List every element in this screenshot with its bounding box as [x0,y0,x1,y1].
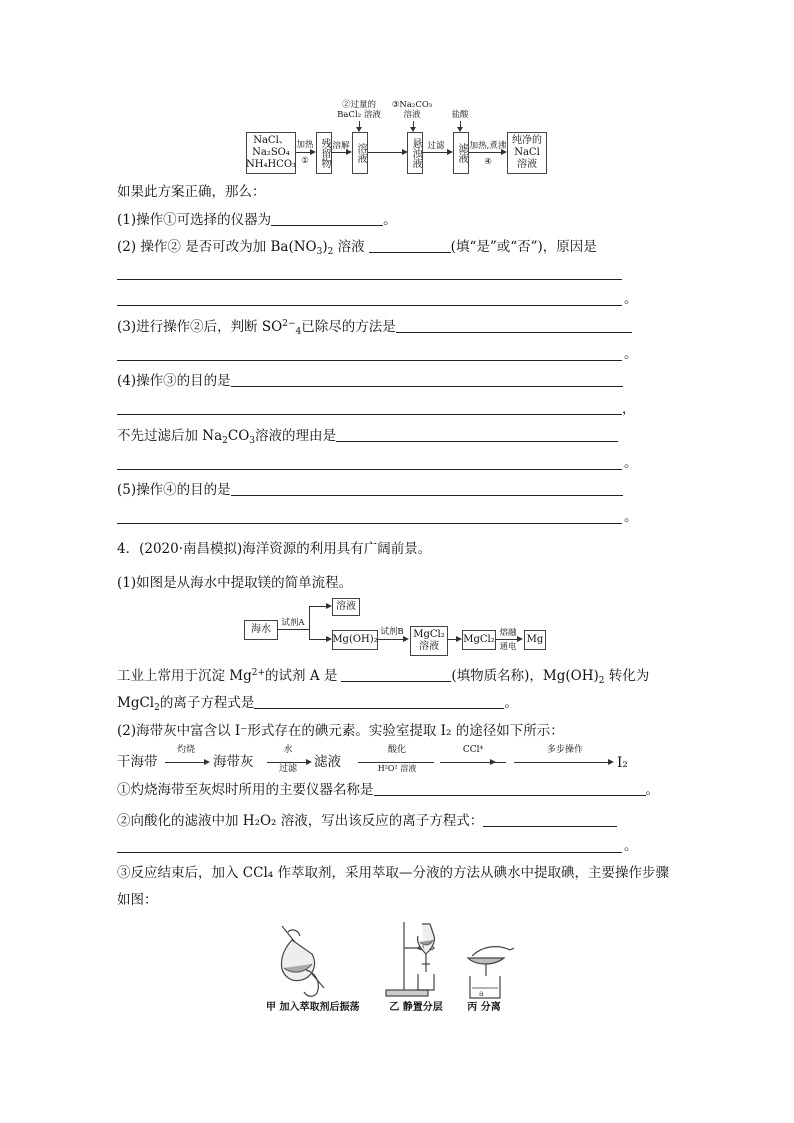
q3-part1-end: 。 [383,212,397,228]
comma-4: ， [622,401,636,417]
seawater-box: 海水 [244,620,278,640]
q4-part1-question: 工业上常用于沉淀 $Mg^{2+}$的试剂 A 是 (填物质名称)，$Mg(OH)_2$ 转化为 [117,668,650,686]
q4-part1-question-b: MgCl$_2$的离子方程式是 。 [117,695,518,713]
caption-bing: 丙 分离 [467,1002,501,1013]
answer-blank-reagent-a[interactable] [341,667,451,682]
q4-part2: (2)海带灰中富含以 I⁻形式存在的碘元素。实验室提取 I₂ 的途径如下所示： [117,723,564,739]
svg-text:a: a [479,989,484,998]
reagent2-top: ②过量的 [341,100,376,110]
route-a5: 多步操作 [546,745,583,755]
filter-label: 过滤 [427,141,445,151]
step4-label: 加热,煮沸 [469,141,507,151]
answer-blank-1[interactable] [271,211,383,226]
separation-beaker-icon [468,947,514,998]
caption-yi: 乙 静置分层 [389,1002,443,1013]
intro-text: 如果此方案正确，那么： [117,184,266,200]
q4-part1: (1)如图是从海水中提取镁的简单流程。 [117,575,353,591]
answer-blank-4b[interactable] [336,427,618,442]
mgcl2-box: MgCl₂ [462,630,496,650]
route-a4: CCl⁴ [462,745,484,755]
q4-sub3-b: 如图： [117,892,158,908]
period-3: 。 [624,346,638,362]
q4-p1-period: 。 [504,695,518,711]
route-s3: 滤液 [314,754,341,770]
mgcl2-sol-line-1: MgCl₂ [413,629,445,640]
residue-box: 残留物 [316,132,332,174]
solution-box: 溶液 [352,132,368,174]
answer-blank-3[interactable] [396,318,632,333]
end-box [507,132,547,174]
mgoh2-box: Mg(OH)₂ [332,630,378,650]
melt-label: 熔融 [499,628,517,638]
q4-p1-text-c: (填物质名称)，Mg(OH) [451,668,599,684]
q4-p1-text-f: 的离子方程式是 [159,695,255,711]
solution-box-mg: 溶液 [332,598,360,616]
q3-part2: (2) 操作② 是否可改为加 $Ba(NO_3)_2$ 溶液 (填“是”或“否”)，原因是 [117,239,597,257]
route-a1: 灼烧 [176,745,195,755]
route-a2-top: 水 [283,745,293,755]
reagent3-bottom: 溶液 [403,110,421,120]
answer-blank-ionic-eq-1[interactable] [254,694,504,709]
q3-part1-text: (1)操作①可选择的仪器为 [117,212,272,228]
reagent3-top: ③Na₂CO₃ [391,100,433,110]
end-line-3: 溶液 [517,159,537,170]
period-4: 。 [624,455,638,471]
q3-part3-text-b: 已除尽的方法是 [301,319,396,335]
q3-part4b-text-a: 不先过滤后加 Na [117,428,223,444]
end-line-1: 纯净的 [512,135,542,146]
start-box [246,132,296,174]
q4-p1-text-d: 转化为 [608,668,650,684]
route-s2: 海带灰 [213,754,254,770]
q4-sub2-text: ②向酸化的滤液中加 H₂O₂ 溶液，写出该反应的离子方程式： [117,813,484,829]
answer-blank-5[interactable] [231,481,623,496]
period-2: 。 [624,291,638,307]
q3-part2-text-a: (2) 操作② 是否可改为加 Ba(NO [117,239,317,255]
route-a2-bottom: 过滤 [278,764,297,774]
answer-blank-ionic-eq-2[interactable] [483,812,617,827]
start-line-3: NH₄HCO₃ [245,159,297,170]
q4-p1-text-a: 工业上常用于沉淀 Mg [117,668,252,684]
answer-line-4a[interactable] [117,414,622,415]
shaking-funnel-icon [281,926,324,996]
reagent-b-label: 试剂B [380,627,404,637]
q4-sub1 [117,781,659,799]
mgcl2-sol-line-2: 溶液 [419,641,439,652]
q3-part4b-text-b: CO [227,428,250,444]
q4-p1-text-e: MgCl [117,695,155,711]
q4-title: 4．(2020·南昌模拟)海洋资源的利用具有广阔前景。 [117,541,432,557]
answer-line-2a[interactable] [117,279,622,280]
hcl-label: 盐酸 [451,110,469,120]
q4-sub2-period: 。 [624,838,638,854]
dissolve-label: 溶解 [332,141,350,151]
filtrate-box: 滤液 [453,132,469,174]
step1-label: 加热 [296,140,314,150]
end-line-2: NaCl [514,147,540,158]
caption-jia: 甲 加入萃取剂后振荡 [266,1002,360,1013]
suspension-box: 悬浊液 [407,132,423,174]
start-line-1: NaCl、 [253,135,289,146]
mgcl2-solution-box [410,626,448,656]
electrolysis-label: 通电 [499,642,517,652]
answer-line-4b[interactable] [117,469,622,470]
answer-blank-instrument[interactable] [374,781,646,796]
answer-line-5[interactable] [117,523,622,524]
route-s1: 干海带 [117,754,158,770]
q3-part4b-text-c: 溶液的理由是 [255,428,337,444]
answer-line-2b[interactable] [117,305,622,306]
route-a3-top: 酸化 [387,745,406,755]
q3-part5 [117,481,623,499]
q3-part2-text-c: (填“是”或“否”)，原因是 [450,239,597,255]
q4-p1-text-b: 的试剂 A 是 [265,668,338,684]
ring-stand-funnel-icon [386,922,435,996]
q4-sub1-text: ①灼烧海带至灰烬时所用的主要仪器名称是 [117,782,374,798]
q4-sub3-a: ③反应结束后，加入 CCl₄ 作萃取剂，采用萃取—分液的方法从碘水中提取碘，主要操作步骤 [117,865,669,881]
q3-part4 [117,372,623,390]
q3-part2-text-b: 溶液 [337,239,365,255]
q3-part4b: 不先过滤后加 $Na_2CO_3$溶液的理由是 [117,427,618,445]
answer-blank-4[interactable] [231,372,623,387]
route-end: I₂ [617,755,628,771]
q3-part1 [117,211,397,229]
q3-part5-text: (5)操作④的目的是 [117,482,231,498]
period-5: 。 [624,509,638,525]
q3-part3: (3)进行操作②后，判断 $SO^{2-}_4$已除尽的方法是 [117,318,632,336]
reagent-a-label: 试剂A [281,618,305,628]
q4-sub2 [117,812,617,830]
step1-num: ① [301,156,309,166]
q4-sub1-period: 。 [645,782,659,798]
answer-blank-2[interactable] [369,238,451,253]
route-a3-bottom: H²O² 溶液 [377,764,417,773]
answer-line-3[interactable] [117,360,622,361]
step4-num: ④ [484,157,492,167]
start-line-2: Na₂SO₄ [252,147,290,158]
q3-part4-text-a: (4)操作③的目的是 [117,373,231,389]
q3-part3-text-a: (3)进行操作②后，判断 SO [117,319,283,335]
answer-line-ionic-eq-2[interactable] [117,852,622,853]
reagent2-bottom: BaCl₂ 溶液 [337,110,381,120]
mg-box: Mg [524,630,546,650]
